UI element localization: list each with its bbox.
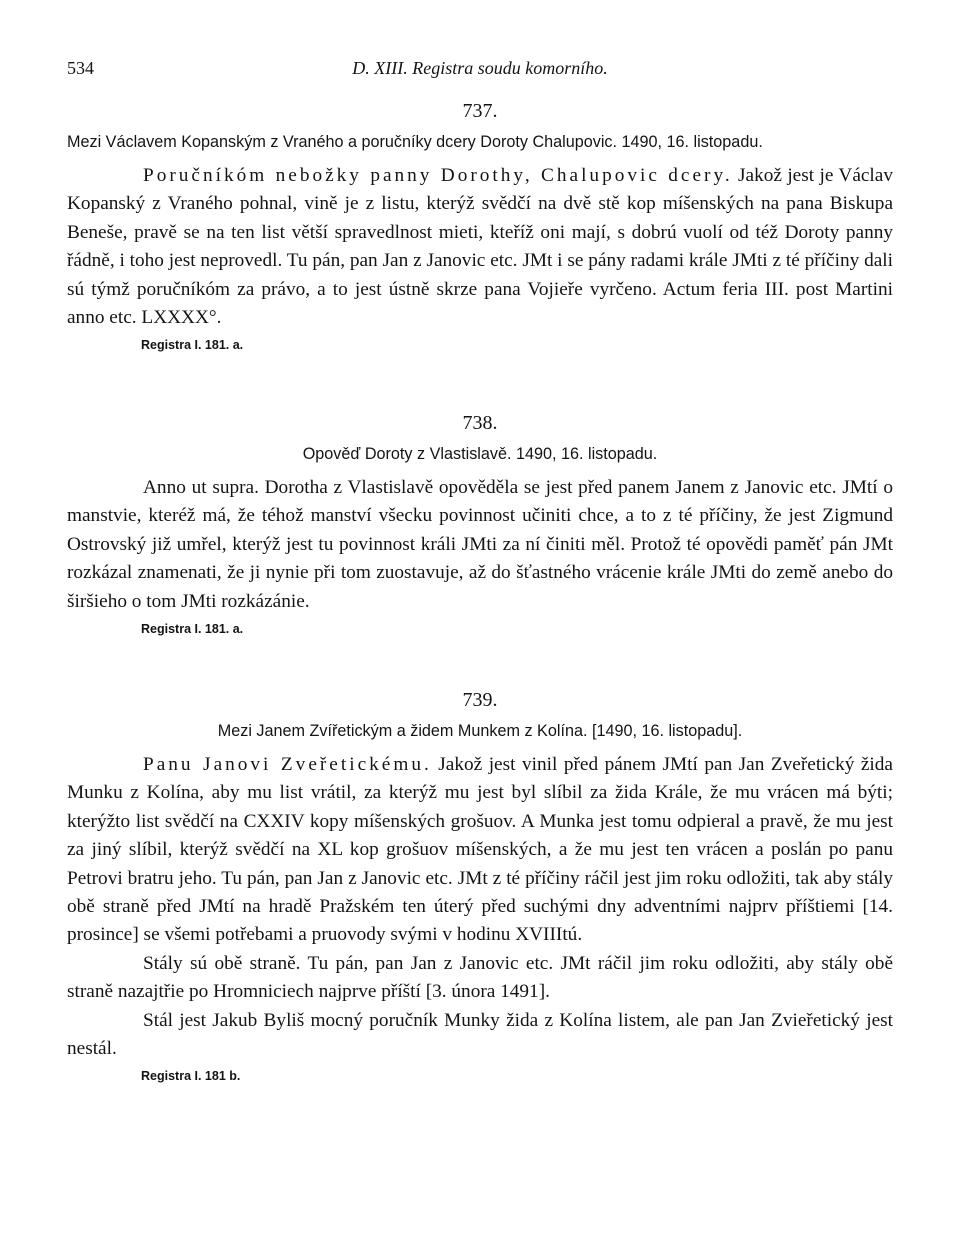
paragraph-text: Jakož jest je Václav Kopanský z Vraného pohnal, vině je z listu, kterýž svědčí na dvě stě kop míšenských na pana Biskupa Beneše, pravě se na ten list větší spravedlnost mieti, kteříž oni mají, s dobrú vuolí od též Doroty panny řádně, i toho jest neprovedl. Tu pán, pan Jan z Janovic etc. JMt i se pány radami krále JMti z té příčiny dali sú týmž poručníkóm za právo, a to jest ústně skrze pana Vojieře vyrčeno. Actum feria III. post Martini anno etc. LXXXX°. xyxy=(67,165,893,329)
page-number: 534 xyxy=(67,58,94,78)
addressee: Poručníkóm nebožky panny Dorothy, Chalupovic dcery. xyxy=(143,165,733,186)
entry-paragraph xyxy=(67,474,893,616)
running-head xyxy=(67,58,893,82)
entry-paragraph xyxy=(67,162,893,332)
paragraph-text: Anno ut supra. Dorotha z Vlastislavě opověděla se jest před panem Janem z Janovic etc. JMtí o manstvie, kteréž má, že téhož manství všecku povinnost učiniti chce, a to z té příčiny, že jest Zigmund Ostrovský již umřel, kterýž jest tu povinnost králi JMti za ní činiti měl. Protož té opovědi paměť pán JMt rozkázal znamenati, že ji nynie při tom zuostavuje, až do šťastného vrácenie krále JMti do země anebo do širšieho o tom JMti rozkázánie. xyxy=(67,477,893,612)
paragraph-text: Stál jest Jakub Byliš mocný poručník Munky žida z Kolína listem, ale pan Jan Zvieřetický jest nestál. xyxy=(67,1009,893,1060)
paragraph-text: Stály sú obě straně. Tu pán, pan Jan z Janovic etc. JMt ráčil jim roku odložiti, aby stály obě straně nazajtřie po Hromniciech najprve příští [3. února 1491]. xyxy=(67,952,893,1003)
entry-paragraph xyxy=(67,950,893,1007)
entry-739 xyxy=(67,687,893,1085)
entry-heading: Opověď Doroty z Vlastislavě. 1490, 16. listopadu. xyxy=(302,445,658,463)
entry-737 xyxy=(67,98,893,354)
paragraph-text: Jakož jest vinil před pánem JMtí pan Jan Zveřetický žida Munku z Kolína, aby mu list vrátil, za kterýž mu jest byl slíbil za žida Krále, že mu vrácen má býti; kterýžto list svědčí na CXXIV kopy míšenských grošuov. A Munka jest tomu odpieral a pravě, že mu jest za jiný slíbil, kterýž svědčí na XL kop grošuov míšenských, a že mu jest ten vrácen a poslán po panu Petrovi bratru jeho. Tu pán, pan Jan z Janovic etc. JMt z té příčiny ráčil jest jim roku odložiti, tak aby stály obě straně před JMtí na hradě Pražském ten úterý před suchými dny adventními najprv příštiemi [14. prosince] se všemi potřebami a pruovody svými v hodinu XVIIItú. xyxy=(67,754,893,946)
entry-738 xyxy=(67,410,893,638)
entry-heading: Mezi Janem Zvířetickým a židem Munkem z Kolína. [1490, 16. listopadu]. xyxy=(217,722,743,740)
entry-paragraph xyxy=(67,1007,893,1064)
entry-heading: Mezi Václavem Kopanským z Vraného a poručníky dcery Doroty Chalupovic. 1490, 16. listopadu. xyxy=(67,133,763,151)
source-reference: Registra I. 181 b. xyxy=(141,1069,241,1084)
entry-number: 738. xyxy=(462,412,498,434)
entry-paragraph xyxy=(67,751,893,950)
entry-number: 737. xyxy=(462,100,498,122)
source-reference: Registra I. 181. a. xyxy=(141,622,244,637)
running-title: D. XIII. Registra soudu komorního. xyxy=(352,58,608,78)
source-reference: Registra I. 181. a. xyxy=(141,338,244,353)
addressee: Panu Janovi Zveřetickému. xyxy=(143,754,432,775)
entry-number: 739. xyxy=(462,689,498,711)
